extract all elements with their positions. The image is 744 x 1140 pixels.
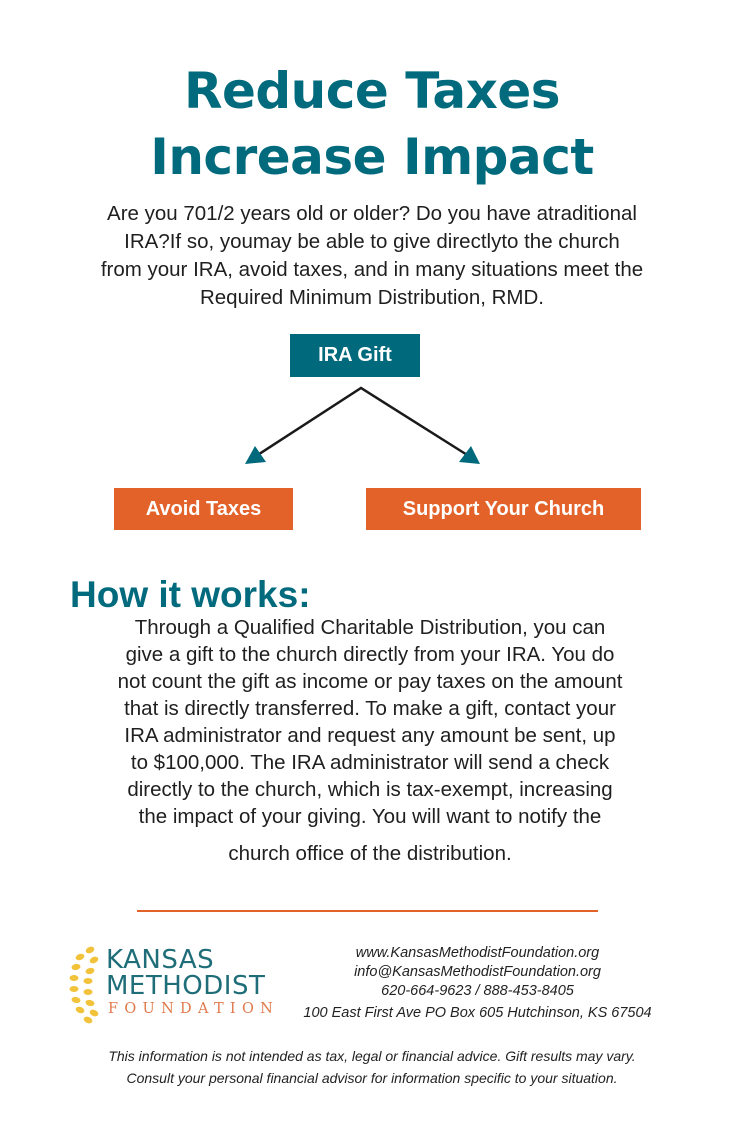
body-line: church office of the distribution. — [228, 842, 512, 865]
body-line: the impact of your giving. You will want to notify the — [138, 805, 602, 828]
body-line: that is directly transferred. To make a gift, contact your — [124, 697, 616, 720]
mailing-address: 100 East First Ave PO Box 605 Hutchinson, KS 67504 — [303, 1005, 652, 1021]
disclaimer — [40, 1045, 704, 1089]
email-link[interactable]: info@KansasMethodistFoundation.org — [354, 964, 601, 980]
body-line: give a gift to the church directly from your IRA. You do — [125, 643, 615, 666]
logo-text-kansas: KANSAS — [106, 945, 215, 975]
arrowhead-right-icon — [459, 446, 480, 464]
body-line: not count the gift as income or pay taxes on the amount — [117, 670, 623, 693]
phone-numbers: 620-664-9623 / 888-453-8405 — [381, 983, 574, 999]
body-line: IRA administrator and request any amount be sent, up — [124, 724, 616, 747]
footer-divider — [137, 910, 598, 912]
page-title-line-1: Reduce Taxes — [183, 62, 561, 120]
intro-line: Are you 701/2 years old or older? Do you have atraditional — [107, 202, 637, 225]
body-line: Through a Qualified Charitable Distribution, you can — [134, 616, 606, 639]
ira-gift-box: IRA Gift — [290, 334, 420, 377]
disclaimer-line: This information is not intended as tax, legal or financial advice. Gift results may vary. — [108, 1048, 636, 1064]
body-line: directly to the church, which is tax-exempt, increasing — [127, 778, 613, 801]
avoid-taxes-box: Avoid Taxes — [114, 488, 293, 530]
intro-line: Required Minimum Distribution, RMD. — [199, 286, 545, 309]
intro-paragraph — [40, 200, 704, 312]
intro-line: IRA?If so, youmay be able to give directlyto the church — [124, 230, 620, 253]
wheat-grain-icon — [66, 944, 106, 1024]
logo-text-methodist: METHODIST — [106, 971, 266, 1001]
kansas-methodist-foundation-logo — [66, 944, 281, 1024]
how-it-works-paragraph — [60, 614, 680, 867]
website-link[interactable]: www.KansasMethodistFoundation.org — [355, 945, 600, 961]
disclaimer-line: Consult your personal financial advisor for information specific to your situation. — [126, 1070, 618, 1086]
support-your-church-box: Support Your Church — [366, 488, 641, 530]
logo-text-foundation: FOUNDATION — [108, 1001, 280, 1017]
diagram-connector-line — [253, 388, 472, 458]
arrowhead-left-icon — [245, 446, 266, 464]
page-title-line-2: Increase Impact — [150, 128, 594, 186]
how-it-works-heading: How it works: — [70, 574, 311, 615]
body-line: to $100,000. The IRA administrator will send a check — [130, 751, 610, 774]
contact-info — [285, 944, 670, 1023]
intro-line: from your IRA, avoid taxes, and in many situations meet the — [100, 258, 644, 281]
